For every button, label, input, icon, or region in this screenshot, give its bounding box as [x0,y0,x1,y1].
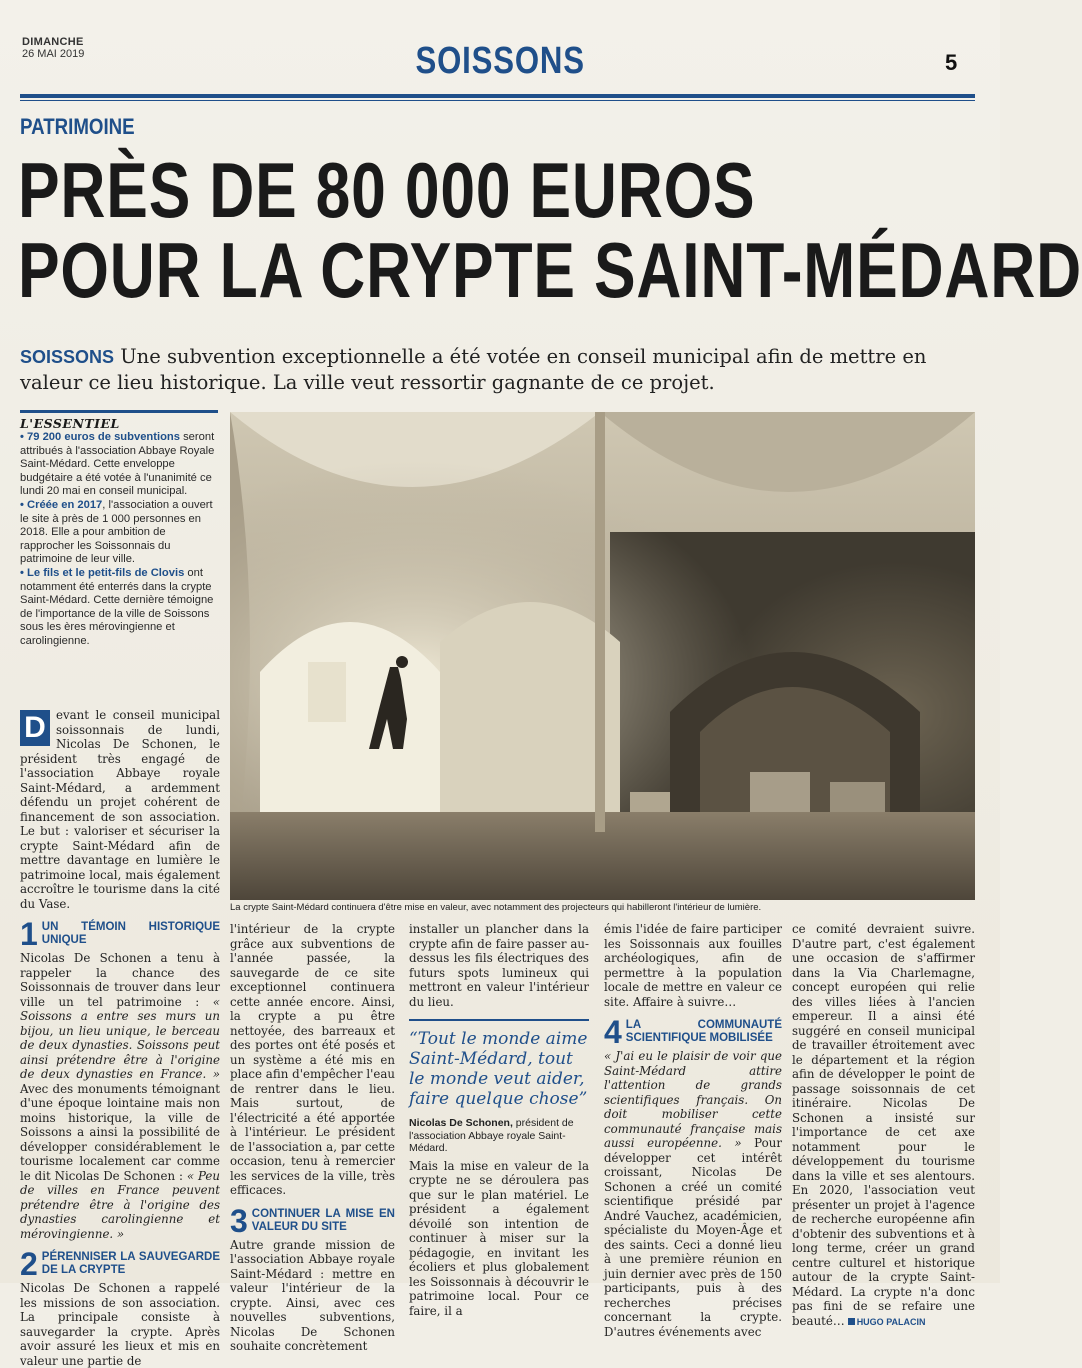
crypt-photo-illustration [230,412,975,900]
subhead-number: 3 [230,1202,248,1239]
chapo-place: SOISSONS [20,347,115,367]
photo-caption: La crypte Saint-Médard continuera d'être mise en valeur, avec notamment des projecteurs qui habilleront l'intérieur de lumière. [230,902,762,913]
dateline-day: DIMANCHE [22,36,84,48]
pull-quote-role: président de l'association Abbaye royale Saint-Médard. [409,1117,574,1154]
essentiel-item-lead: • 79 200 euros de subventions [20,431,180,444]
essentiel-title: L'ESSENTIEL [20,416,120,431]
chapo [20,344,970,396]
header-rule [20,94,975,98]
subhead-1 [20,916,220,952]
dateline [22,36,84,60]
crypt-photo [230,412,975,900]
paragraph-text: Nicolas De Schonen a tenu à rappeler la chance des Soissonnais de trouver dans leur ville un tel patrimoine : [20,951,220,1009]
paragraph [792,922,975,1329]
column-1 [20,708,220,1368]
subhead-2 [20,1246,220,1282]
essentiel-item [20,431,218,498]
headline-line-2: POUR LA CRYPTE SAINT-MÉDARD [18,226,1082,314]
chapo-text: Une subvention exceptionnelle a été votée en conseil municipal afin de mettre en valeur ce lieu historique. La ville veut ressortir gagnante de ce projet. [20,345,927,394]
paragraph: émis l'idée de faire participer les Soissonnais aux fouilles archéologiques, afin de permettre à la population locale de mettre en valeur ce site. Affaire à suivre… [604,922,782,1009]
subhead-number: 2 [20,1246,38,1282]
paragraph: Mais la mise en valeur de la crypte ne se déroulera pas que sur le plan matériel. Le président a également dévoilé son intention de continuer à miser sur la pédagogie, en invitant les écoliers et plus globalement les Soissonnais à découvrir le patrimoine local. Pour ce faire, il a [409,1158,589,1318]
subhead-title: LA COMMUNAUTÉ SCIENTIFIQUE MOBILISÉE [625,1019,782,1044]
column-5 [792,922,975,1329]
column-2 [230,922,395,1354]
subhead-number: 1 [20,916,38,952]
paragraph [20,951,220,1241]
page-number: 5 [945,50,958,75]
essentiel-item-lead: • Créée en 2017 [20,499,103,512]
author-signature: HUGO PALACIN [856,1316,926,1327]
subhead-title: UN TÉMOIN HISTORIQUE UNIQUE [41,921,220,946]
essentiel-item [20,567,218,647]
paragraph: Autre grande mission de l'association Abbaye royale Saint-Médard : mettre en valeur l'intérieur de la crypte. Ainsi, avec ces nouvelles subventions, Nicolas De Schonen souhaite concrètement [230,1237,395,1353]
column-3 [409,922,589,1318]
subhead-number: 4 [604,1014,622,1050]
paragraph: Nicolas De Schonen a rappelé les missions de son association. La principale consiste à sauvegarder la crypte. Après avoir assuré les lieux et mis en valeur une partie de [20,1281,220,1368]
paragraph-text: Avec des monuments témoignant d'une époque lointaine mais non moins historique, la ville de Soissons a ainsi la possibilité de développer considérablement le tourisme localement car comme le dit Nicolas De Schonen : [20,1081,220,1183]
article-kicker: PATRIMOINE [20,114,135,139]
dropcap: D [20,710,50,746]
subhead-title: CONTINUER LA MISE EN VALEUR DU SITE [251,1207,395,1233]
subhead-title: PÉRENNISER LA SAUVEGARDE DE LA CRYPTE [41,1251,220,1276]
dateline-date: 26 MAI 2019 [22,48,85,60]
paragraph-text: ce comité devraient suivre. D'autre part, c'est également une occasion de s'affirmer dans la Via Charlemagne, concept européen qui relie des villes liées à l'ancien empereur. Il a ainsi été suggéré en conseil municipal de travailler étroitement avec le département et la région afin de développer le point de passage soissonnais de cet itinéraire. Nicolas De Schonen a insisté sur l'importance de cet axe notamment pour le développement du tourisme dans la ville et ses alentours. En 2020, l'association veut présenter un projet à l'agence de recherche européenne afin d'obtenir des subventions et à long terme, créer un grand centre culturel et historique autour de la crypte Saint-Médard. La crypte n'a donc pas fini de se refaire une beauté… [792,922,975,1328]
subhead-3 [230,1202,395,1239]
paragraph: installer un plancher dans la crypte afin de faire passer au-dessus les fils électriques des futurs spots lumineux qui mettront en valeur l'intérieur du lieu. [409,922,589,1009]
essentiel-box [20,410,218,649]
paragraph-text: Pour développer cet intérêt croissant, Nicolas De Schonen a créé un comité scientifique présidé par André Vauchez, académicien, spécialiste du Moyen-Âge et des saints. Ceci a donné lieu à une première réunion en juin dernier avec près de 150 participants, puis à des recherches précises concernant la crypte. D'autres événements avec [604,1136,782,1339]
paragraph-quote: « Peu de villes en France peuvent prétendre être à l'origine des dynasties carolingienne et mérovingienne. » [20,1168,220,1241]
essentiel-item-text: , l'association a ouvert le site à près de 1 000 personnes en 2018. Elle a pour ambition de rapprocher les Soissonnais du patrimoine de leur ville. [20,499,213,566]
paragraph-quote: « J'ai eu le plaisir de voir que Saint-Médard attire l'attention de grands scientifiques français. On doit mobiliser cette communauté française mais aussi européenne. » [604,1049,782,1150]
essentiel-item-text: ont notamment été enterrés dans la crypte Saint-Médard. Cette dernière témoigne de l'importance de la ville de Soissons sous les ères mérovingienne et carolingienne. [20,567,214,647]
section-title: SOISSONS [415,40,585,82]
pull-quote-author: Nicolas De Schonen, [409,1117,513,1129]
essentiel-item-lead: • Le fils et le petit-fils de Clovis [20,567,185,580]
paragraph [604,1049,782,1339]
header-rule-thin [20,100,975,101]
headline [18,146,1082,314]
headline-line-1: PRÈS DE 80 000 EUROS [18,146,756,234]
subhead-4 [604,1014,782,1050]
intro-paragraph: evant le conseil municipal soissonnais de lundi, Nicolas De Schonen, le président très engagé de l'association Abbaye royale Saint-Médard, a ardemment défendu un projet cohérent de financement de son association. Le but : valoriser et sécuriser la crypte Saint-Médard afin de mettre davantage en lumière le patrimoine local, mais également accroître le tourisme dans la cité du Vase. [20,708,220,911]
essentiel-item [20,499,218,566]
essentiel-item-text: seront attribués à l'association Abbaye Royale Saint-Médard. Cette enveloppe budgétaire a été votée à l'unanimité ce lundi 20 mai en conseil municipal. [20,431,215,498]
pull-quote: “Tout le monde aime Saint-Médard, tout le monde veut aider, faire quelque chose” [409,1019,589,1109]
column-4 [604,922,782,1339]
signature-square-icon [848,1318,855,1325]
essentiel-rule [20,410,218,413]
paragraph: l'intérieur de la crypte grâce aux subventions de l'année passée, la sauvegarde de ce site exceptionnel continuera cette année encore. Ainsi, la crypte a pu être nettoyée, des barreaux et des portes ont été posés et un système a été mis en place afin d'empêcher l'eau de rentrer dans le lieu. Mais surtout, de l'électricité a été apportée à l'intérieur. Le président de l'association a, par cette occasion, tenu à remercier les services de la ville, très efficaces. [230,922,395,1197]
pull-quote-attribution [409,1117,589,1155]
paragraph-quote: « Soissons a entre ses murs un bijou, un lieu unique, le berceau de deux dynasties. Soissons peut ainsi prétendre être à l'origine de deux dynasties en France. » [20,994,220,1081]
